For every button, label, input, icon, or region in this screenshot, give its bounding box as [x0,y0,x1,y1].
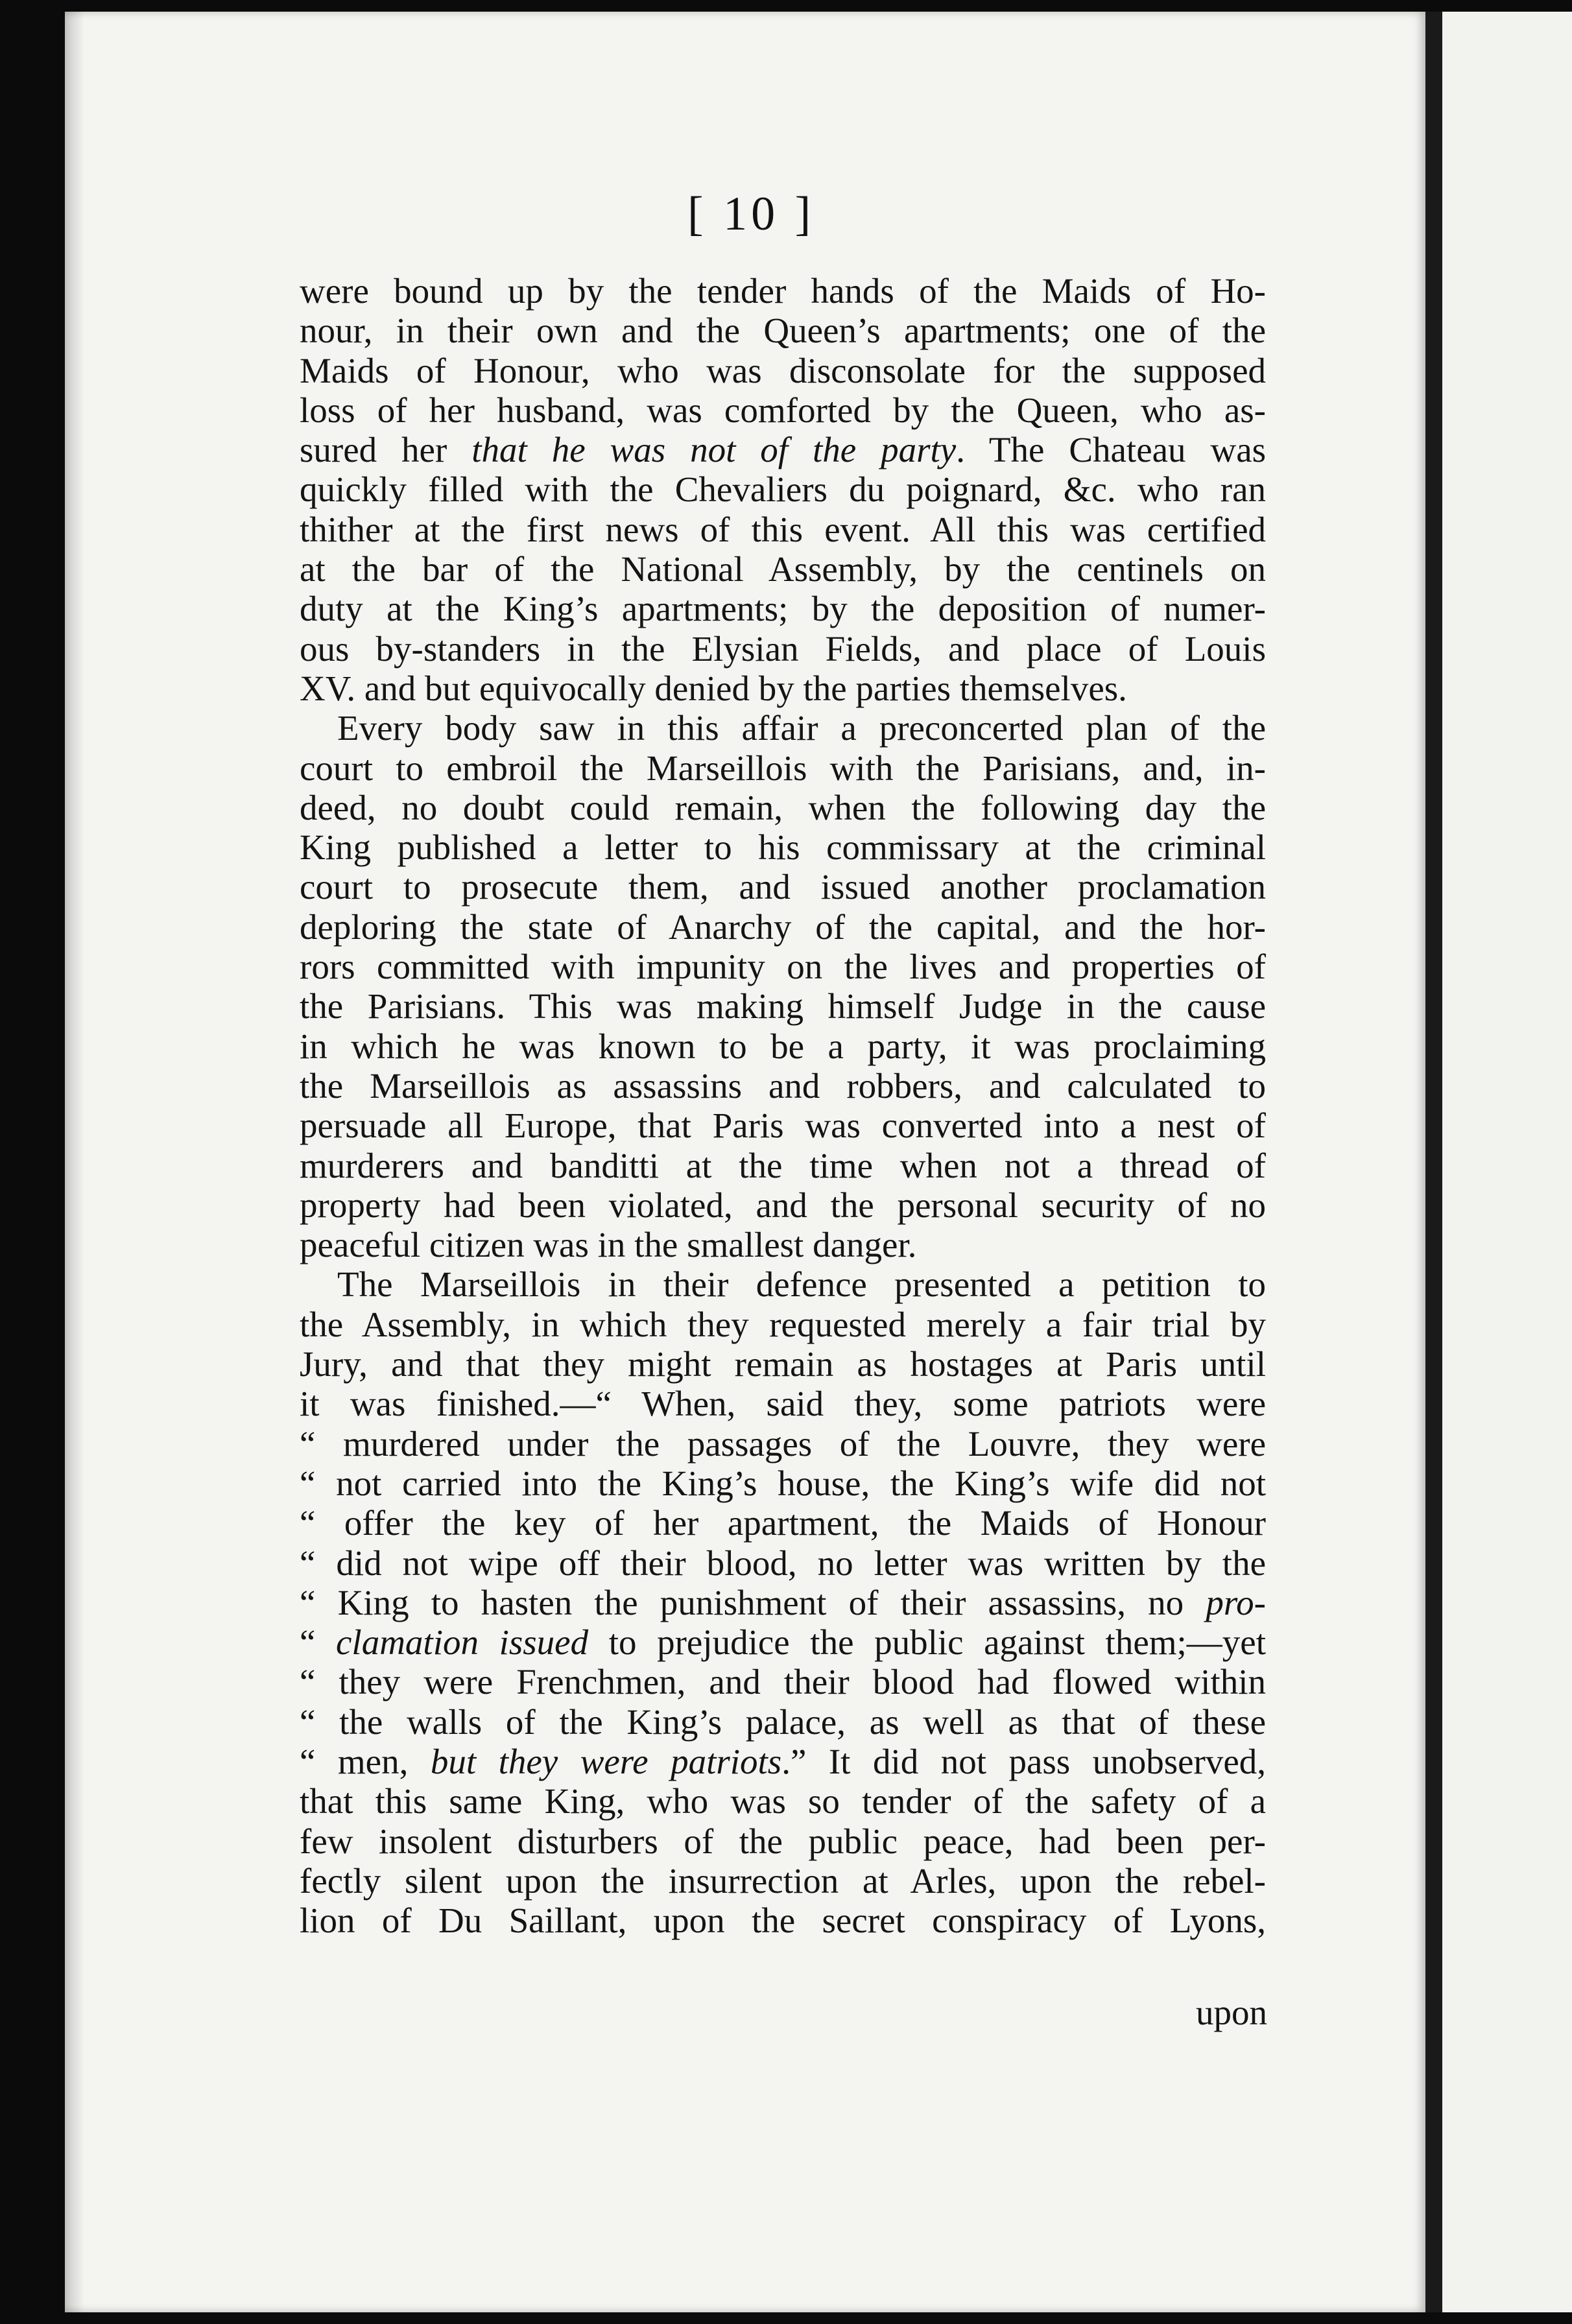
text-line: deed, no doubt could remain, when the following day the [300,787,1266,827]
text-line: at the bar of the National Assembly, by the centinels on [300,549,1266,589]
text-line: “ the walls of the King’s palace, as well as that of these [300,1702,1266,1742]
text-line: loss of her husband, was comforted by the Queen, who as- [300,390,1266,430]
text-line: it was finished.—“ When, said they, some patriots were [300,1384,1266,1424]
text-line: were bound up by the tender hands of the Maids of Ho- [300,271,1266,311]
text-line: peaceful citizen was in the smallest danger. [300,1225,917,1265]
text-line: fectly silent upon the insurrection at Arles, upon the rebel- [300,1860,1266,1901]
text-line: court to embroil the Marseillois with the Parisians, and, in- [300,748,1266,788]
text-line: “ not carried into the King’s house, the King’s wife did not [300,1463,1266,1503]
text-line: persuade all Europe, that Paris was converted into a nest of [300,1106,1266,1146]
italic-phrase: pro- [1206,1582,1266,1622]
italic-phrase: clamation issued [336,1622,589,1663]
text-line: King published a letter to his commissary at the criminal [300,827,1266,868]
text-line: nour, in their own and the Queen’s apartments; one of the [300,311,1266,351]
text-line: XV. and but equivocally denied by the parties themselves. [300,668,1127,708]
text-line: “ they were Frenchmen, and their blood had flowed within [300,1662,1266,1702]
text-line: “ King to hasten the punishment of their assassins, no pro- [300,1582,1266,1622]
body-text [300,271,1266,1940]
text-line: deploring the state of Anarchy of the capital, and the hor- [300,907,1266,947]
italic-phrase: but they were patriots [430,1741,782,1781]
text-line: quickly filled with the Chevaliers du poignard, &c. who ran [300,469,1266,510]
italic-phrase: that he was not of the party [471,430,957,470]
text-line: in which he was known to be a party, it was proclaiming [300,1026,1266,1066]
page-edge [1425,12,1442,2312]
catch-word: upon [1196,1993,1267,2032]
text-line: the Parisians. This was making himself Judge in the cause [300,986,1266,1026]
facing-page [1442,12,1572,2312]
text-line: Every body saw in this affair a preconcerted plan of the [337,708,1266,748]
text-line: Jury, and that they might remain as hostages at Paris until [300,1344,1266,1384]
text-line: few insolent disturbers of the public peace, had been per- [300,1821,1266,1861]
text-line: sured her that he was not of the party. The Chateau was [300,430,1267,470]
text-line: Maids of Honour, who was disconsolate for the supposed [300,350,1266,390]
text-line: property had been violated, and the personal security of no [300,1185,1266,1225]
text-line: court to prosecute them, and issued another proclamation [300,867,1266,907]
text-line: “ men, but they were patriots.” It did not pass unobserved, [300,1741,1266,1781]
gutter-shadow [65,12,84,2312]
text-line: ous by-standers in the Elysian Fields, and place of Louis [300,628,1266,669]
text-line: thither at the first news of this event. All this was certified [300,509,1266,549]
text-line: duty at the King’s apartments; by the deposition of numer- [300,589,1266,629]
text-line: “ offer the key of her apartment, the Maids of Honour [300,1503,1266,1543]
text-line: the Marseillois as assassins and robbers, and calculated to [300,1065,1266,1106]
text-line: The Marseillois in their defence presented a petition to [337,1264,1266,1305]
text-line: “ murdered under the passages of the Louvre, they were [300,1423,1266,1464]
page-number: [ 10 ] [687,187,815,241]
text-line: lion of Du Saillant, upon the secret conspiracy of Lyons, [300,1901,1266,1941]
text-line: “ did not wipe off their blood, no letter was written by the [300,1543,1266,1583]
text-line: that this same King, who was so tender of the safety of a [300,1781,1266,1821]
text-line: murderers and banditti at the time when not a thread of [300,1145,1266,1185]
text-line: rors committed with impunity on the lives and properties of [300,947,1266,987]
text-line: the Assembly, in which they requested merely a fair trial by [300,1304,1266,1344]
text-line: “ clamation issued to prejudice the public against them;—yet [300,1622,1266,1663]
